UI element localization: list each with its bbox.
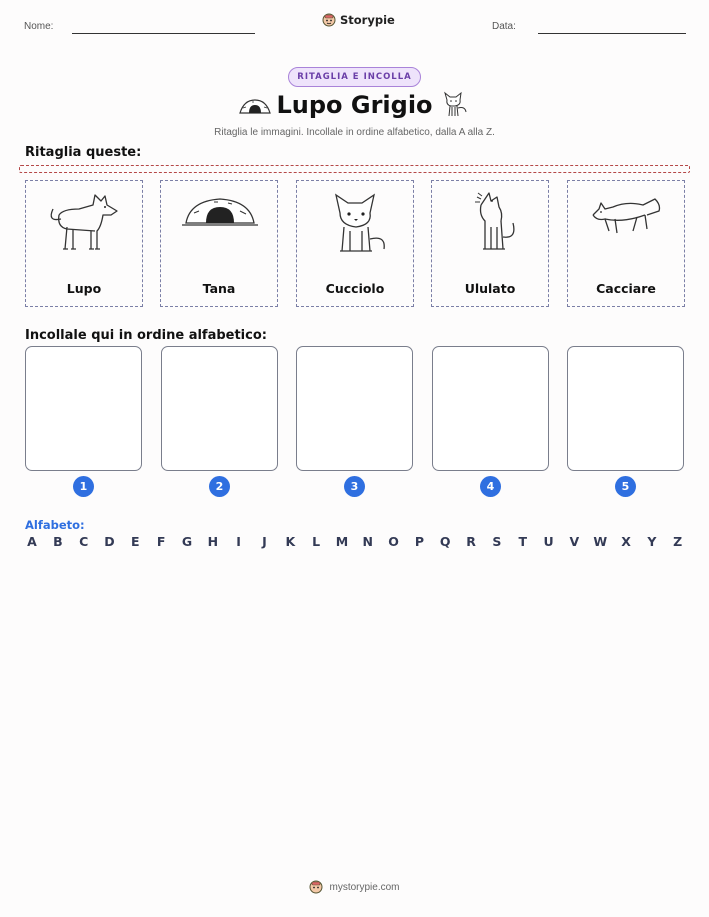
cut-card-ululato[interactable] [431, 180, 549, 307]
paste-slot-2[interactable] [161, 346, 278, 471]
storypie-mascot-icon [322, 13, 336, 27]
card-label: Cucciolo [325, 281, 385, 296]
alphabet-letter: C [79, 534, 89, 549]
card-label: Cacciare [596, 281, 656, 296]
alphabet-letter: Y [647, 534, 657, 549]
date-line[interactable] [538, 33, 686, 34]
footer [0, 880, 709, 894]
card-label: Ululato [464, 281, 516, 296]
cut-line [19, 165, 690, 173]
alphabet-letter: T [518, 534, 527, 549]
paste-slot-3[interactable] [296, 346, 413, 471]
slot-number-2: 2 [209, 476, 230, 497]
alphabet-letter: B [53, 534, 63, 549]
den-icon [180, 187, 260, 257]
page-title: Lupo Grigio [276, 91, 433, 119]
alphabet-letter: W [593, 534, 608, 549]
paste-slot-1[interactable] [25, 346, 142, 471]
alphabet-letter: X [621, 534, 631, 549]
alphabet-letter: Q [439, 534, 451, 549]
cut-heading: Ritaglia queste: [25, 145, 142, 160]
hunting-wolf-icon [587, 187, 667, 257]
cut-card-tana[interactable] [160, 180, 278, 307]
alphabet-letter: Z [673, 534, 683, 549]
brand-logo [322, 13, 395, 27]
alphabet-title: Alfabeto: [25, 518, 85, 532]
alphabet-letter: J [262, 534, 267, 549]
date-label: Data: [492, 21, 516, 32]
card-label: Lupo [66, 281, 102, 296]
alphabet-letter: H [207, 534, 219, 549]
slot-number-3: 3 [344, 476, 365, 497]
paste-slot-4[interactable] [432, 346, 549, 471]
alphabet-row [25, 534, 685, 549]
alphabet-letter: S [492, 534, 502, 549]
instructions: Ritaglia le immagini. Incollale in ordine alfabetico, dalla A alla Z. [214, 127, 495, 138]
name-label: Nome: [24, 21, 54, 32]
alphabet-letter: F [156, 534, 166, 549]
alphabet-letter: V [569, 534, 580, 549]
card-label: Tana [202, 281, 236, 296]
alphabet-letter: R [466, 534, 476, 549]
alphabet-letter: E [131, 534, 140, 549]
alphabet-letter: A [27, 534, 37, 549]
slot-number-5: 5 [615, 476, 636, 497]
footer-url[interactable]: mystorypie.com [329, 881, 400, 893]
storypie-mascot-icon [309, 880, 323, 894]
alphabet-letter: G [181, 534, 193, 549]
alphabet-letter: M [335, 534, 349, 549]
alphabet-letter: O [388, 534, 399, 549]
cut-card-cucciolo[interactable] [296, 180, 414, 307]
brand-name: Storypie [340, 13, 395, 27]
alphabet-letter: P [414, 534, 424, 549]
slot-number-4: 4 [480, 476, 501, 497]
activity-badge: RITAGLIA E INCOLLA [288, 67, 421, 87]
paste-heading: Incollale qui in ordine alfabetico: [25, 328, 267, 343]
slot-number-1: 1 [73, 476, 94, 497]
alphabet-letter: K [285, 534, 296, 549]
howling-wolf-icon [451, 187, 531, 257]
alphabet-letter: D [104, 534, 115, 549]
cut-card-lupo[interactable] [25, 180, 143, 307]
wolf-pup-icon [316, 187, 396, 257]
alphabet-letter: U [543, 534, 554, 549]
standing-wolf-icon [45, 187, 125, 257]
wolf-pup-icon [439, 90, 469, 120]
name-line[interactable] [72, 33, 255, 34]
alphabet-letter: N [362, 534, 373, 549]
cut-card-cacciare[interactable] [567, 180, 685, 307]
alphabet-letter: L [312, 534, 321, 549]
alphabet-letter: I [236, 534, 241, 549]
paste-slot-5[interactable] [567, 346, 684, 471]
